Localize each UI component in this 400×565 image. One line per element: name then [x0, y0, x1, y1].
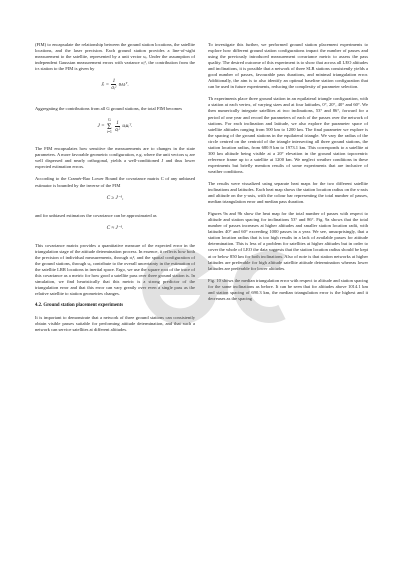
summation	[107, 118, 112, 134]
equation-rhs: uᵢuᵢᵀ.	[122, 123, 133, 130]
paragraph: Fig. 10 shows the median triangulation error with respect to altitude and station spacing for the same inclinations as before. It can be seen that for altitudes above 1014.1 km and station spacing of 690.3 km, the median triangulation error is the highest and it decreases as the spacing	[208, 277, 368, 301]
sigma-symbol: Σ	[107, 121, 112, 131]
paragraph: (FIM) to encapsulate the relationship between the ground station locations, the satellite locations, and the laser precision. Each ground station provides a line-of-sight measurement to the satellite, represented by a unit vector uᵢ. Under the assumption of independent Gaussian measurement errors with variance σᵢ², the contribution from the iₜₕ station to the FIM is given by	[35, 42, 195, 72]
equation-fraction	[115, 120, 120, 133]
equation-crlb	[35, 195, 195, 207]
equation-lhs: Jᵢ =	[101, 81, 110, 88]
paragraph: To investigate this further, we performed ground station placement experiments to explore how different ground station configurations impact the number of passes and using the previously introduced measurement covariance metric to assess the pass quality. The desired outcome of this experiment is to show that across all LEO altitudes and inclinations, it is possible that a network of three SLR stations consistently yields a good number of passes, favourable pass durations, and minimal triangulation error. Additionally, the aim is to also identify an optimal baseline station configuration that can be used in future experiments, reducing the complexity of parameter selection.	[208, 42, 368, 90]
equation-body: C ≥ J⁻¹,	[106, 194, 124, 201]
equation-fraction	[111, 78, 116, 91]
right-column	[208, 42, 368, 308]
equation-rhs: uᵢuᵢᵀ.	[118, 81, 129, 88]
sum-lower-limit: i=1	[106, 129, 112, 134]
equation-covariance-approx	[35, 225, 195, 237]
equation-lhs: J =	[97, 123, 105, 130]
paragraph: Aggregating the contributions from all G ground stations, the total FIM becomes	[35, 106, 182, 112]
paragraph: Figures 9a and 9b show the heat map for the total number of passes with respect to altitude and station spacing for inclinations 53° and 86°. Fig. 9a shows that the total number of passes increases at higher altitudes and smaller station location radii, with latitudes 40° and 60° exceeding 1000 passes in a year. We see, unsurprisingly, that a station location radius that is too high results in a lack of available passes for attitude determination. This is less of a problem for satellites at higher altitudes but in order to cover the whole of LEO the data suggests that the station location radius should be kept at or below 850 km for both inclinations. Also of note is that station networks at higher latitudes are preferable for high altitude satellite attitude determination whereas lower latitudes are preferable for lower altitudes.	[208, 211, 368, 271]
equation-fim-contribution	[35, 78, 195, 100]
paragraph: This covariance matrix provides a quantitative measure of the expected error in the triangulation stage of the attitude determination process. In essence, it reflects how both the precision of individual measurements, through σᵢ², and the spatial configuration of the ground stations, through uᵢ, contribute to the overall uncertainty in the estimation of the satellite LRR locations in inertial space. Ergo, we use the square root of the trace of this covariance as a metric for how good a satellite pass over three ground station is. In simulation, we find heuristically that this metric is a strong predictor of the triangulation error and that this error can vary greatly over even a single pass as the relative satellite to station geometries changes.	[35, 242, 195, 296]
fraction-numerator: 1	[112, 78, 116, 85]
sum-upper-limit: G	[108, 118, 111, 123]
paragraph: The FIM encapsulates how sensitive the measurements are to changes in the state parameters. A more favorable geometric configuration, e.g. where the unit vectors uᵢ are well dispersed and nearly orthogonal, yields a well-conditioned J and thus lower expected estimation errors.	[35, 146, 195, 170]
fraction-denominator: σᵢ²	[111, 85, 117, 92]
paragraph: According to the Cramér-Rao Lower Bound the covariance matrix C of any unbiased estimator is bounded by the inverse of the FIM	[35, 176, 195, 188]
paragraph: Th experiments place three ground station in an equilateral triangle configuration, with a station at each vertex, of varying sizes and at four latitudes, 0°, 20°, 40° and 60°. We then numerically integrate satellites at two inclinations, 53° and 86°, forward for a period of one year and record the parameters of each of the passes over the network of stations. For each inclination and latitude, we also explore the parameter space of satellite altitudes ranging from 500 km to 1200 km. The final parameter we explore is the spacing of the ground stations in the equilateral triangle. We vary the radius of the circle centred on the centroid of the triangle intersecting all three ground stations, the station location radius, from 680.9 km to 1973.1 km. This corresponds to a satellite at 300 km altitude being visible at a 20° elevation in the ground station topocentric reference frame up to a satellite at 1200 km. We neglect weather conditions in these experiments but briefly mention results of some experiments that are inclusive of weather conditions.	[208, 96, 368, 174]
fraction-denominator: σᵢ²	[115, 126, 121, 133]
section-heading: 4.2. Ground station placement experiments	[35, 303, 124, 309]
equation-total-fim	[35, 118, 195, 140]
equation-body: C ≈ J⁻¹.	[106, 224, 124, 231]
paragraph: and for unbiased estimators the covariance can be approximated as	[35, 212, 157, 218]
paragraph: The results were visualized using separate heat maps for the two different satellite inclinations and latitudes. Each heat map shows the station location radius on the x-axis and altitude on the y-axis, with the colour bar representing the total number of passes, median triangulation error and median pass duration.	[208, 180, 368, 205]
paragraph: It is important to demonstrate that a network of three ground stations can consistently obtain visible passes suitable for performing attitude determination, and that such a network can service satellites at different altitudes.	[35, 315, 195, 333]
left-column	[35, 42, 195, 339]
fraction-numerator: 1	[116, 119, 119, 126]
